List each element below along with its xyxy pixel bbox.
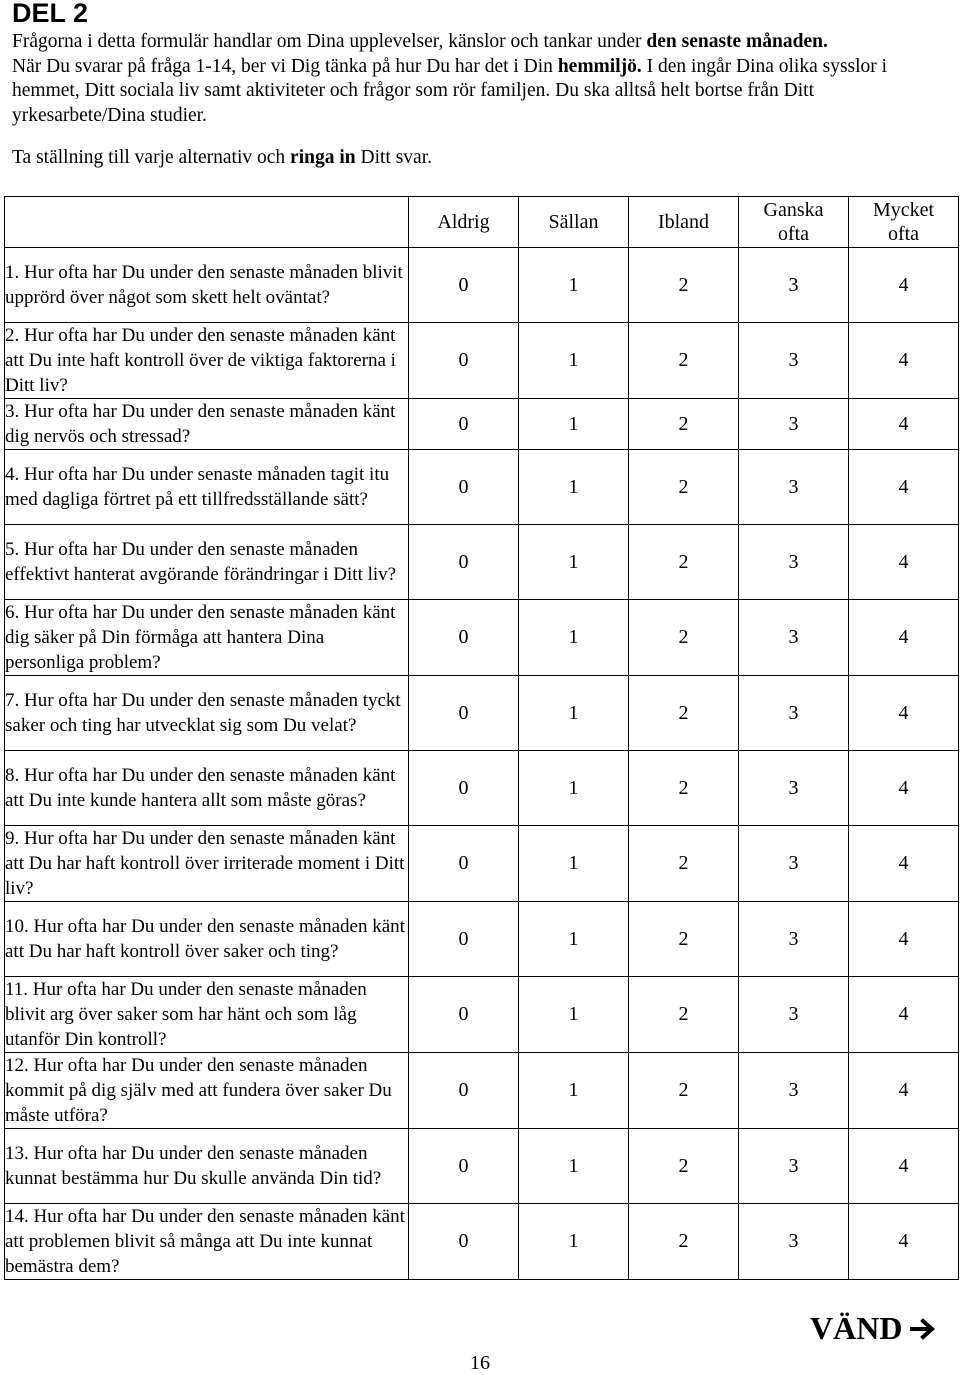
question-text: 8. Hur ofta har Du under den senaste månaden känt att Du inte kunde hantera allt som måste göras? bbox=[5, 751, 409, 826]
header-blank-cell bbox=[5, 197, 409, 248]
answer-option-4[interactable]: 4 bbox=[849, 1053, 959, 1129]
answer-option-1[interactable]: 1 bbox=[519, 399, 629, 450]
answer-option-2[interactable]: 2 bbox=[629, 751, 739, 826]
header-option-0 bbox=[409, 197, 519, 248]
answer-option-2[interactable]: 2 bbox=[629, 977, 739, 1053]
header-option-2 bbox=[629, 197, 739, 248]
answer-option-1[interactable]: 1 bbox=[519, 525, 629, 600]
question-text: 4. Hur ofta har Du under senaste månaden tagit itu med dagliga förtret på ett tillfredsställande sätt? bbox=[5, 450, 409, 525]
answer-option-0[interactable]: 0 bbox=[409, 1129, 519, 1204]
instruction-text bbox=[12, 146, 432, 170]
answer-option-0[interactable]: 0 bbox=[409, 751, 519, 826]
question-text: 10. Hur ofta har Du under den senaste månaden känt att Du har haft kontroll över saker och ting? bbox=[5, 902, 409, 977]
instruction-part: Ditt svar. bbox=[355, 147, 432, 168]
arrow-right-icon bbox=[910, 1317, 938, 1341]
answer-option-3[interactable]: 3 bbox=[739, 1053, 849, 1129]
answer-option-0[interactable]: 0 bbox=[409, 977, 519, 1053]
answer-option-3[interactable]: 3 bbox=[739, 676, 849, 751]
answer-option-0[interactable]: 0 bbox=[409, 323, 519, 399]
table-row bbox=[5, 600, 959, 676]
header-option-label: Mycket bbox=[872, 199, 935, 221]
answer-option-2[interactable]: 2 bbox=[629, 1053, 739, 1129]
answer-option-1[interactable]: 1 bbox=[519, 450, 629, 525]
header-option-3 bbox=[739, 197, 849, 248]
answer-option-4[interactable]: 4 bbox=[849, 323, 959, 399]
intro-text bbox=[12, 30, 952, 128]
answer-option-4[interactable]: 4 bbox=[849, 751, 959, 826]
answer-option-4[interactable]: 4 bbox=[849, 902, 959, 977]
answer-option-3[interactable]: 3 bbox=[739, 600, 849, 676]
answer-option-0[interactable]: 0 bbox=[409, 1053, 519, 1129]
header-option-4 bbox=[849, 197, 959, 248]
answer-option-3[interactable]: 3 bbox=[739, 1204, 849, 1280]
answer-option-4[interactable]: 4 bbox=[849, 977, 959, 1053]
answer-option-0[interactable]: 0 bbox=[409, 600, 519, 676]
answer-option-4[interactable]: 4 bbox=[849, 600, 959, 676]
answer-option-1[interactable]: 1 bbox=[519, 977, 629, 1053]
question-text: 14. Hur ofta har Du under den senaste månaden känt att problemen blivit så många att Du inte kunnat bemästra dem? bbox=[5, 1204, 409, 1280]
answer-option-1[interactable]: 1 bbox=[519, 600, 629, 676]
answer-option-0[interactable]: 0 bbox=[409, 676, 519, 751]
answer-option-1[interactable]: 1 bbox=[519, 751, 629, 826]
answer-option-2[interactable]: 2 bbox=[629, 248, 739, 323]
answer-option-1[interactable]: 1 bbox=[519, 1129, 629, 1204]
table-row bbox=[5, 450, 959, 525]
table-row bbox=[5, 323, 959, 399]
answer-option-2[interactable]: 2 bbox=[629, 600, 739, 676]
answer-option-3[interactable]: 3 bbox=[739, 525, 849, 600]
answer-option-0[interactable]: 0 bbox=[409, 450, 519, 525]
question-text: 12. Hur ofta har Du under den senaste månaden kommit på dig själv med att fundera över saker Du måste utföra? bbox=[5, 1053, 409, 1129]
table-row bbox=[5, 248, 959, 323]
header-option-label: Ganska bbox=[763, 199, 824, 221]
instruction-emphasis: ringa in bbox=[290, 147, 356, 168]
table-row bbox=[5, 977, 959, 1053]
table-row bbox=[5, 826, 959, 902]
question-text: 9. Hur ofta har Du under den senaste månaden känt att Du har haft kontroll över irriterade moment i Ditt liv? bbox=[5, 826, 409, 902]
answer-option-1[interactable]: 1 bbox=[519, 323, 629, 399]
answer-option-0[interactable]: 0 bbox=[409, 248, 519, 323]
answer-option-4[interactable]: 4 bbox=[849, 676, 959, 751]
turn-page-indicator bbox=[810, 1310, 938, 1347]
instruction-part: Ta ställning till varje alternativ och bbox=[12, 147, 291, 168]
intro-text-part: I den ingår Dina olika sysslor i hemmet, Ditt sociala liv samt aktiviteter och frågor som rör familjen. Du ska alltså helt bortse från Ditt yrkesarbete/Dina studier. bbox=[12, 55, 888, 126]
question-text: 1. Hur ofta har Du under den senaste månaden blivit upprörd över något som skett helt oväntat? bbox=[5, 248, 409, 323]
answer-option-2[interactable]: 2 bbox=[629, 323, 739, 399]
intro-emphasis-period: den senaste månaden. bbox=[646, 31, 828, 52]
table-row bbox=[5, 751, 959, 826]
question-text: 2. Hur ofta har Du under den senaste månaden känt att Du inte haft kontroll över de viktiga faktorerna i Ditt liv? bbox=[5, 323, 409, 399]
answer-option-3[interactable]: 3 bbox=[739, 902, 849, 977]
header-option-label: Ibland bbox=[657, 211, 710, 233]
answer-option-0[interactable]: 0 bbox=[409, 525, 519, 600]
answer-option-4[interactable]: 4 bbox=[849, 450, 959, 525]
answer-option-4[interactable]: 4 bbox=[849, 1204, 959, 1280]
table-row bbox=[5, 525, 959, 600]
header-option-label: ofta bbox=[777, 223, 810, 245]
intro-text-part: Frågorna i detta formulär handlar om Dina upplevelser, känslor och tankar under bbox=[12, 31, 647, 52]
answer-option-0[interactable]: 0 bbox=[409, 399, 519, 450]
answer-option-4[interactable]: 4 bbox=[849, 399, 959, 450]
answer-option-0[interactable]: 0 bbox=[409, 1204, 519, 1280]
answer-option-0[interactable]: 0 bbox=[409, 902, 519, 977]
answer-option-4[interactable]: 4 bbox=[849, 826, 959, 902]
answer-option-3[interactable]: 3 bbox=[739, 323, 849, 399]
questionnaire-table bbox=[4, 196, 959, 1280]
header-option-label: Aldrig bbox=[437, 211, 490, 233]
answer-option-3[interactable]: 3 bbox=[739, 450, 849, 525]
answer-option-2[interactable]: 2 bbox=[629, 1204, 739, 1280]
answer-option-1[interactable]: 1 bbox=[519, 826, 629, 902]
page-number: 16 bbox=[470, 1352, 490, 1374]
turn-label: VÄND bbox=[810, 1310, 903, 1346]
answer-option-3[interactable]: 3 bbox=[739, 826, 849, 902]
question-text: 5. Hur ofta har Du under den senaste månaden effektivt hanterat avgörande förändringar i Ditt liv? bbox=[5, 525, 409, 600]
answer-option-3[interactable]: 3 bbox=[739, 751, 849, 826]
table-row bbox=[5, 676, 959, 751]
table-row bbox=[5, 399, 959, 450]
intro-emphasis-environment: hemmiljö. bbox=[557, 55, 642, 77]
answer-option-1[interactable]: 1 bbox=[519, 1204, 629, 1280]
answer-option-2[interactable]: 2 bbox=[629, 399, 739, 450]
answer-option-1[interactable]: 1 bbox=[519, 248, 629, 323]
table-row bbox=[5, 902, 959, 977]
table-row bbox=[5, 1204, 959, 1280]
answer-option-2[interactable]: 2 bbox=[629, 902, 739, 977]
answer-option-2[interactable]: 2 bbox=[629, 1129, 739, 1204]
answer-option-2[interactable]: 2 bbox=[629, 525, 739, 600]
answer-option-1[interactable]: 1 bbox=[519, 1053, 629, 1129]
table-body bbox=[5, 248, 959, 1280]
question-text: 11. Hur ofta har Du under den senaste månaden blivit arg över saker som har hänt och som låg utanför Din kontroll? bbox=[5, 977, 409, 1053]
header-option-1 bbox=[519, 197, 629, 248]
answer-option-3[interactable]: 3 bbox=[739, 248, 849, 323]
header-option-label: ofta bbox=[887, 223, 920, 245]
intro-text-part: När Du svarar på fråga 1-14, ber vi Dig tänka på hur Du har det i Din bbox=[12, 55, 558, 77]
answer-option-4[interactable]: 4 bbox=[849, 248, 959, 323]
answer-option-3[interactable]: 3 bbox=[739, 977, 849, 1053]
answer-option-2[interactable]: 2 bbox=[629, 450, 739, 525]
table-header-row bbox=[5, 197, 959, 248]
question-text: 13. Hur ofta har Du under den senaste månaden kunnat bestämma hur Du skulle använda Din tid? bbox=[5, 1129, 409, 1204]
question-text: 3. Hur ofta har Du under den senaste månaden känt dig nervös och stressad? bbox=[5, 399, 409, 450]
answer-option-4[interactable]: 4 bbox=[849, 1129, 959, 1204]
answer-option-1[interactable]: 1 bbox=[519, 676, 629, 751]
answer-option-3[interactable]: 3 bbox=[739, 399, 849, 450]
answer-option-0[interactable]: 0 bbox=[409, 826, 519, 902]
question-text: 6. Hur ofta har Du under den senaste månaden känt dig säker på Din förmåga att hantera Dina personliga problem? bbox=[5, 600, 409, 676]
answer-option-1[interactable]: 1 bbox=[519, 902, 629, 977]
answer-option-2[interactable]: 2 bbox=[629, 676, 739, 751]
answer-option-3[interactable]: 3 bbox=[739, 1129, 849, 1204]
table-row bbox=[5, 1053, 959, 1129]
answer-option-2[interactable]: 2 bbox=[629, 826, 739, 902]
header-option-label: Sällan bbox=[548, 211, 599, 233]
section-heading: DEL 2 bbox=[12, 0, 89, 28]
answer-option-4[interactable]: 4 bbox=[849, 525, 959, 600]
table-row bbox=[5, 1129, 959, 1204]
question-text: 7. Hur ofta har Du under den senaste månaden tyckt saker och ting har utvecklat sig som Du velat? bbox=[5, 676, 409, 751]
